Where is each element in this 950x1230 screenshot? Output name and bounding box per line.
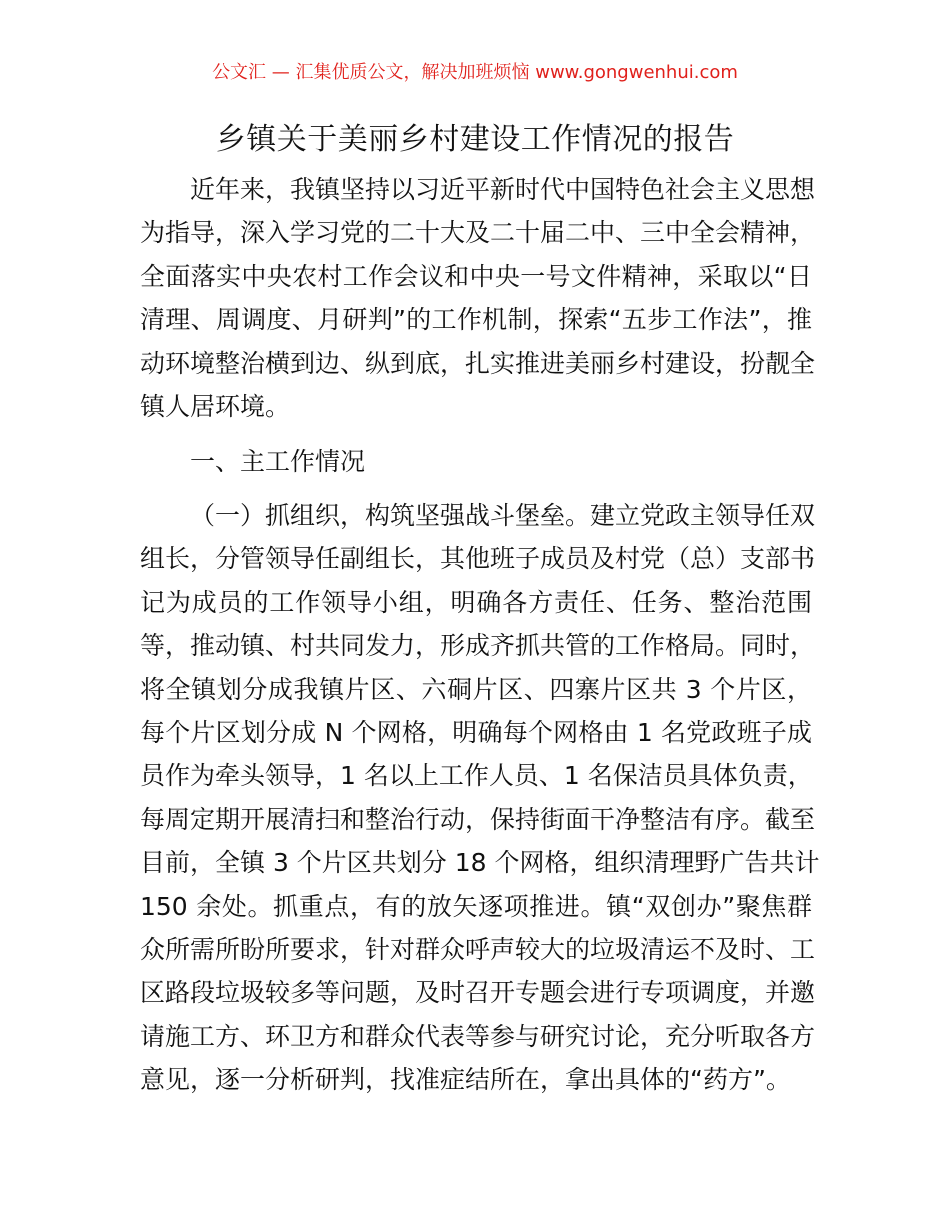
paragraph-line: 清理、周调度、月研判”的工作机制，探索“五步工作法”，推: [140, 305, 812, 335]
paragraph-line: 每个片区划分成 N 个网格，明确每个网格由 1 名党政班子成: [140, 717, 812, 747]
paragraph-line: 动环境整治横到边、纵到底，扎实推进美丽乡村建设，扮靓全: [140, 348, 816, 378]
section-heading: [140, 440, 812, 483]
heading-text: 一、主工作情况: [190, 447, 366, 476]
paragraph-line: 150 余处。抓重点，有的放矢逐项推进。镇“双创办”聚焦群: [140, 891, 812, 921]
paragraph-line: 请施工方、环卫方和群众代表等参与研究讨论，充分听取各方: [140, 1021, 816, 1051]
paragraph-line: 组长，分管领导任副组长，其他班子成员及村党（总）支部书: [140, 544, 816, 574]
paragraph-line: 区路段垃圾较多等问题，及时召开专题会进行专项调度，并邀: [140, 978, 816, 1008]
paragraph-line: 为指导，深入学习党的二十大及二十届二中、三中全会精神，: [140, 218, 816, 248]
paragraph-line: 近年来，我镇坚持以习近平新时代中国特色社会主义思想: [190, 175, 816, 204]
paragraph-line: 镇人居环境。: [140, 391, 291, 421]
paragraph-line: 目前，全镇 3 个片区共划分 18 个网格，组织清理野广告共计: [140, 848, 820, 878]
paragraph-line: 等，推动镇、村共同发力，形成齐抓共管的工作格局。同时，: [140, 631, 816, 661]
paragraph-line: 将全镇划分成我镇片区、六硐片区、四寨片区共 3 个片区，: [140, 674, 812, 704]
paragraph-line: （一）抓组织，构筑坚强战斗堡垒。建立党政主领导任双: [190, 501, 816, 530]
paragraph-intro: [140, 168, 816, 428]
paragraph-line: 意见，逐一分析研判，找准症结所在，拿出具体的“药方”。: [140, 1065, 791, 1095]
paragraph-line: 记为成员的工作领导小组，明确各方责任、任务、整治范围: [140, 587, 812, 617]
paragraph-line: 每周定期开展清扫和整治行动，保持街面干净整洁有序。截至: [140, 804, 816, 834]
paragraph-line: 员作为牵头领导，1 名以上工作人员、1 名保洁员具体负责，: [140, 761, 813, 791]
paragraph-line: 众所需所盼所要求，针对群众呼声较大的垃圾清运不及时、工: [140, 934, 816, 964]
paragraph-line: 全面落实中央农村工作会议和中央一号文件精神，采取以“日: [140, 261, 812, 291]
paragraph-organization: [140, 494, 820, 1101]
site-banner: 公文汇 — 汇集优质公文，解决加班烦恼 www.gongwenhui.com: [212, 62, 738, 83]
document-title: 乡镇关于美丽乡村建设工作情况的报告: [215, 122, 735, 157]
